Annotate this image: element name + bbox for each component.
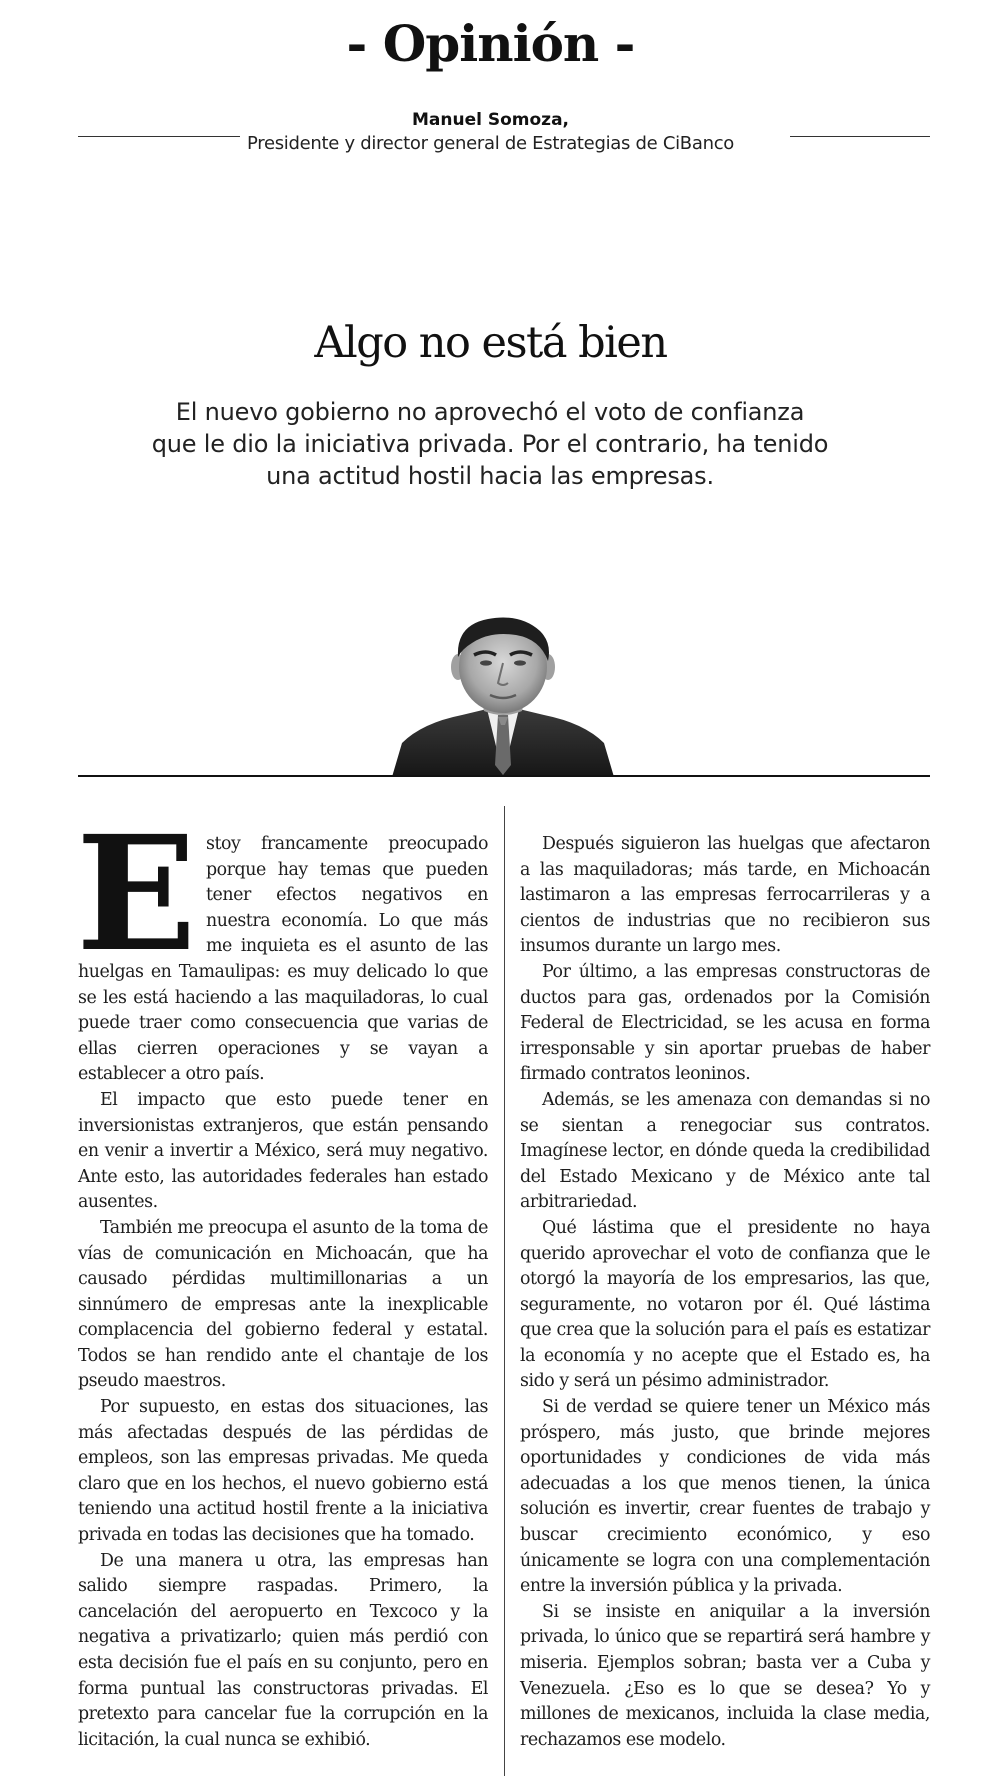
author-role: Presidente y director general de Estrategias de CiBanco xyxy=(247,133,734,154)
paragraph: Después siguieron las huelgas que afectaron a las maquiladoras; más tarde, en Michoacán lastimaron a las empresas ferrocarrileras y a cientos de industrias que no recibieron sus insumos durante un largo mes. xyxy=(520,834,930,957)
paragraph: Por supuesto, en estas dos situaciones, las más afectadas después de las pérdidas de empleos, son las empresas privadas. Me queda claro que en los hechos, el nuevo gobierno está teniendo una actitud hostil frente a la iniciativa privada en todas las decisiones que ha tomado. xyxy=(78,1397,488,1546)
column-divider xyxy=(504,806,505,1776)
article-column-right xyxy=(520,832,930,1753)
paragraph: stoy francamente preocupado porque hay temas que pueden tener efectos negativos en nuestra economía. Lo que más me inquieta es el asunto de las huelgas en Tamaulipas: es muy delicado lo que se les está haciendo a las maquiladoras, lo cual puede traer como consecuencia que varias de ellas cierren operaciones y se vayan a establecer a otro país. xyxy=(78,834,488,1085)
article-column-left xyxy=(76,802,488,1753)
photo-divider xyxy=(78,775,930,777)
paragraph: Por último, a las empresas constructoras de ductos para gas, ordenados por la Comisión Federal de Electricidad, se les acusa en forma irresponsable y sin aportar pruebas de haber firmado contratos leoninos. xyxy=(520,961,930,1085)
paragraph: El impacto que esto puede tener en inversionistas extranjeros, que están pensando en venir a invertir a México, será muy negativo. Ante esto, las autoridades federales han estado ausentes. xyxy=(78,1089,488,1213)
paragraph: Además, se les amenaza con demandas si no se sientan a renegociar sus contratos. Imagínese lector, en dónde queda la credibilidad del Estado Mexicano y de México ante tal arbitrariedad. xyxy=(520,1089,930,1213)
headline: Algo no está bien xyxy=(314,318,667,368)
paragraph: Qué lástima que el presidente no haya querido aprovechar el voto de confianza que le otorgó la mayoría de los empresarios, las que, seguramente, no votaron por él. Qué lástima que crea que la solución para el país es estatizar la economía y no acepte que el Estado es, ha sido y será un pésimo administrador. xyxy=(520,1217,930,1392)
paragraph: Si de verdad se quiere tener un México más próspero, más justo, que brinde mejores oportunidades y condiciones de vida más adecuadas a los que menos tienen, la única solución es invertir, crear fuentes de trabajo y buscar crecimiento económico, y eso únicamente se logra con una complementación entre la inversión pública y la privada. xyxy=(520,1397,930,1597)
paragraph: Si se insiste en aniquilar a la inversión privada, lo único que se repartirá será hambre y miseria. Ejemplos sobran; basta ver a Cuba y Venezuela. ¿Eso es lo que se desea? Yo y millones de mexicanos, incluida la clase media, rechazamos ese modelo. xyxy=(520,1601,930,1750)
paragraph: De una manera u otra, las empresas han salido siempre raspadas. Primero, la cancelación del aeropuerto en Texcoco y la negativa a privatizarlo; quien más perdió con esta decisión fue el país en su conjunto, pero en forma puntual las constructoras privadas. El pretexto para cancelar fue la corrupción en la licitación, la cual nunca se exhibió. xyxy=(78,1550,488,1750)
deck: El nuevo gobierno no aprovechó el voto de confianza que le dio la iniciativa privada. Por el contrario, ha tenido una actitud hostil hacia las empresas. xyxy=(151,398,829,490)
dropcap: E xyxy=(76,802,196,987)
paragraph: También me preocupa el asunto de la toma de vías de comunicación en Michoacán, que ha causado pérdidas multimillonarias a un sinnúmero de empresas ante la inexplicable complacencia del gobierno federal y estatal. Todos se han rendido ante el chantaje de los pseudo maestros. xyxy=(78,1217,488,1392)
author-name: Manuel Somoza, xyxy=(411,110,569,130)
byline xyxy=(0,108,981,156)
author-portrait xyxy=(392,615,614,777)
section-title: - Opinión - xyxy=(346,14,635,73)
